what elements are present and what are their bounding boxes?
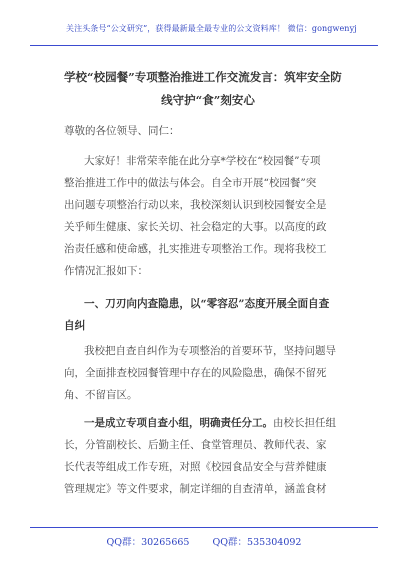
item-1-line-rest: 由校长担任组 [273, 417, 336, 429]
intro-paragraph [64, 150, 344, 282]
footer-rule [30, 527, 378, 528]
section-1-paragraph [64, 340, 344, 406]
intro-line: 整治推进工作中的做法与体会。自全市开展“校园餐”突 [64, 177, 317, 189]
intro-line: 大家好！非常荣幸能在此分享*学校在“校园餐”专项 [84, 155, 321, 167]
section-heading-line: 一、刀刃向内查隐患，以“零容忍”态度开展全面自查 [84, 298, 330, 310]
title-line-1: 学校“校园餐”专项整治推进工作交流发言：筑牢安全防 [64, 70, 342, 84]
item-line: 管理规定》等文件要求，制定详细的自查清单，涵盖食材 [64, 483, 327, 495]
footer [0, 534, 408, 548]
document-title [64, 66, 352, 112]
section-para-line: 角、不留盲区。 [64, 389, 138, 401]
item-line [64, 412, 344, 434]
intro-line: 出问题专项整治行动以来，我校深刻认识到校园餐安全是 [64, 199, 327, 211]
section-heading-line: 自纠 [64, 320, 86, 332]
salutation [64, 120, 344, 142]
item-line: 长代表等组成工作专班，对照《校园食品安全与营养健康 [64, 461, 327, 473]
salutation-text: 尊敬的各位领导、同仁： [64, 125, 180, 137]
item-1-lead: 一是成立专项自查小组，明确责任分工。 [84, 417, 273, 429]
intro-line: 作情况汇报如下： [64, 265, 148, 277]
footer-qq-1: QQ群：30265665 [106, 537, 190, 548]
intro-line: 治责任感和使命感，扎实推进专项整治工作。现将我校工 [64, 243, 327, 255]
intro-line: 关乎师生健康、家长关切、社会稳定的大事。以高度的政 [64, 221, 327, 233]
section-para-line: 向，全面排查校园餐管理中存在的风险隐患，确保不留死 [64, 367, 327, 379]
header-rule [30, 45, 378, 46]
header-banner: 关注头条号“公文研究”，获得最新最全最专业的公文资料库！ 微信：gongwenyj [66, 24, 357, 33]
section-para-line: 我校把自查自纠作为专项整治的首要环节，坚持问题导 [84, 345, 336, 357]
item-1-paragraph [64, 412, 344, 500]
footer-qq-2: QQ群：535304092 [212, 537, 302, 548]
item-line: 长，分管副校长、后勤主任、食堂管理员、教师代表、家 [64, 439, 327, 451]
title-line-2: 线守护“食”刻安心 [161, 93, 255, 107]
section-1-heading [64, 293, 349, 337]
